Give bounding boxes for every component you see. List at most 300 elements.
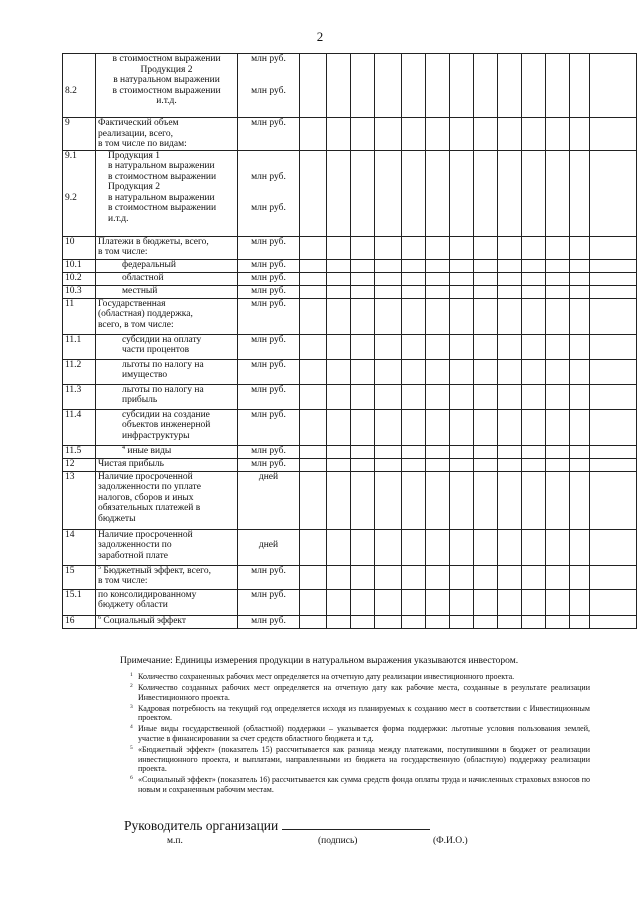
indicator-name-line: обязательных платежей в (98, 503, 201, 513)
row-number-line (65, 75, 93, 86)
indicator-name-line: налогов, сборов и иных (98, 492, 194, 503)
table-row (63, 589, 637, 615)
row-number-line (65, 172, 93, 183)
unit-line: млн руб. (251, 85, 286, 96)
value-cell (546, 236, 570, 259)
unit-line (240, 214, 297, 225)
value-cell (375, 409, 402, 445)
value-cell (498, 236, 522, 259)
unit-line (240, 161, 297, 172)
value-cell (498, 359, 522, 384)
footnote: 1 Количество сохраненных рабочих мест определяется на отчетную дату реализации инвестиционного проекта. (130, 672, 515, 681)
indicator-name-line: иные виды (127, 445, 172, 456)
indicator-name-line: задолженности по (98, 540, 172, 550)
unit-line: млн руб. (251, 458, 286, 469)
value-cell (351, 445, 375, 458)
value-cell (327, 615, 351, 628)
unit-line: дней (258, 540, 279, 550)
value-cell (375, 615, 402, 628)
table-row (63, 445, 637, 458)
value-cell (300, 285, 327, 298)
indicator-name-line: Наличие просроченной (98, 471, 193, 482)
value-cell (450, 272, 474, 285)
footnote-ref: 6 (98, 614, 101, 621)
value-cell (522, 334, 546, 359)
value-cell (300, 54, 327, 118)
value-cell (546, 150, 570, 236)
table-row (63, 384, 637, 409)
value-cell (402, 118, 426, 151)
signature-line (282, 818, 430, 830)
value-cell (522, 471, 546, 529)
value-cell (522, 458, 546, 471)
row-number (63, 471, 96, 529)
value-cell (570, 334, 590, 359)
row-number-line: 9.2 (65, 192, 77, 203)
indicator-name (96, 615, 238, 628)
value-cell (590, 285, 637, 298)
value-cell (450, 458, 474, 471)
value-cell (351, 334, 375, 359)
unit-cell (238, 565, 300, 589)
row-number (63, 359, 96, 384)
value-cell (474, 384, 498, 409)
table-row (63, 471, 637, 529)
value-cell (426, 54, 450, 118)
value-cell (498, 334, 522, 359)
value-cell (300, 409, 327, 445)
row-number-line: 13 (65, 471, 75, 482)
value-cell (300, 529, 327, 565)
value-cell (546, 565, 570, 589)
row-number (63, 458, 96, 471)
row-number (63, 589, 96, 615)
value-cell (351, 615, 375, 628)
indicator-name-line: в стоимостном выражении (108, 203, 217, 213)
value-cell (351, 236, 375, 259)
indicator-name-line: Социальный эффект (103, 615, 187, 626)
value-cell (327, 236, 351, 259)
table-row (63, 259, 637, 272)
value-cell (590, 272, 637, 285)
value-cell (498, 259, 522, 272)
value-cell (450, 334, 474, 359)
value-cell (375, 298, 402, 334)
value-cell (474, 150, 498, 236)
indicator-name-line: в натуральном выражении (108, 161, 215, 171)
value-cell (450, 359, 474, 384)
indicator-name (96, 118, 238, 151)
row-number (63, 529, 96, 565)
value-cell (570, 236, 590, 259)
row-number (63, 259, 96, 272)
value-cell (300, 589, 327, 615)
indicator-name-line: в стоимостном выражении (112, 54, 221, 64)
value-cell (351, 409, 375, 445)
value-cell (327, 384, 351, 409)
value-cell (590, 54, 637, 118)
value-cell (546, 285, 570, 298)
value-cell (351, 529, 375, 565)
row-number-line: 15.1 (65, 589, 82, 600)
sign-label: (подпись) (318, 836, 358, 846)
unit-line (240, 182, 297, 193)
indicator-name (96, 150, 238, 236)
value-cell (450, 565, 474, 589)
value-cell (522, 272, 546, 285)
value-cell (570, 259, 590, 272)
value-cell (570, 298, 590, 334)
value-cell (375, 384, 402, 409)
value-cell (402, 409, 426, 445)
unit-cell (238, 54, 300, 118)
indicator-name-line: в стоимостном выражении (112, 85, 221, 96)
indicator-name (96, 272, 238, 285)
unit-line: млн руб. (251, 54, 286, 64)
value-cell (590, 458, 637, 471)
value-cell (474, 471, 498, 529)
value-cell (474, 615, 498, 628)
value-cell (522, 259, 546, 272)
indicator-name-line: прибыль (122, 395, 158, 405)
value-cell (300, 384, 327, 409)
value-cell (474, 445, 498, 458)
unit-line (240, 65, 297, 76)
table-note: Примечание: Единицы измерения продукции в натуральном выражения указываются инвестором. (120, 656, 519, 666)
value-cell (546, 54, 570, 118)
value-cell (402, 359, 426, 384)
row-number-line: 11.1 (65, 334, 82, 345)
value-cell (522, 298, 546, 334)
value-cell (474, 285, 498, 298)
unit-line (240, 75, 297, 86)
value-cell (375, 118, 402, 151)
indicator-name-line: в том числе по видам: (98, 139, 187, 149)
table-row (63, 272, 637, 285)
indicator-name (96, 298, 238, 334)
unit-cell (238, 259, 300, 272)
table-row (63, 285, 637, 298)
value-cell (426, 529, 450, 565)
value-cell (375, 285, 402, 298)
indicator-name (96, 445, 238, 458)
value-cell (375, 272, 402, 285)
indicator-name-line: Государственная (98, 298, 166, 309)
row-number-line: 11.3 (65, 384, 82, 395)
value-cell (450, 615, 474, 628)
value-cell (426, 615, 450, 628)
value-cell (402, 285, 426, 298)
footnote: 5 «Бюджетный эффект» (показатель 15) рассчитывается как разница между платежами, поступившими в бюджет от реализации инвестиционного проекта, и выплатами, направленными из бюджета на государственную (областную) поддержку реализации проекта. (130, 745, 590, 774)
value-cell (300, 150, 327, 236)
table-row (63, 150, 637, 236)
value-cell (474, 409, 498, 445)
value-cell (426, 384, 450, 409)
value-cell (570, 118, 590, 151)
value-cell (450, 54, 474, 118)
row-number-line: 16 (65, 615, 75, 626)
indicator-name (96, 359, 238, 384)
value-cell (570, 529, 590, 565)
value-cell (426, 118, 450, 151)
indicator-name-line: Продукция 1 (108, 150, 160, 161)
unit-line: млн руб. (251, 203, 286, 213)
row-number-line: 12 (65, 458, 75, 469)
indicator-name-line: федеральный (122, 259, 176, 270)
footnotes (130, 672, 590, 796)
value-cell (300, 272, 327, 285)
row-number (63, 384, 96, 409)
footnote-text: Количество созданных рабочих мест определяется на отчетную дату как рабочие места, созданные в результате реализации Инвестиционного проекта. (138, 683, 590, 702)
row-number-line: 10.2 (65, 272, 82, 283)
indicator-name-line: Продукция 2 (108, 182, 160, 192)
indicator-name-line: по консолидированному (98, 589, 197, 600)
value-cell (498, 54, 522, 118)
signature-block (124, 818, 544, 834)
unit-cell (238, 615, 300, 628)
value-cell (327, 118, 351, 151)
indicator-name-line: Продукция 2 (140, 64, 193, 75)
value-cell (546, 384, 570, 409)
value-cell (570, 285, 590, 298)
unit-line: млн руб. (251, 384, 286, 395)
fio-label: (Ф.И.О.) (433, 836, 468, 846)
value-cell (300, 298, 327, 334)
value-cell (327, 298, 351, 334)
value-cell (522, 409, 546, 445)
footnote-text: Кадровая потребность на текущий год определяется исходя из планируемых к созданию мест в соответствии с Инвестиционным проектом. (138, 703, 590, 723)
page-number: 2 (316, 29, 324, 44)
unit-line: млн руб. (251, 298, 286, 309)
indicator-name-line: в том числе: (98, 247, 148, 257)
value-cell (590, 384, 637, 409)
value-cell (426, 565, 450, 589)
value-cell (375, 445, 402, 458)
value-cell (426, 334, 450, 359)
unit-line: млн руб. (251, 285, 286, 296)
value-cell (327, 272, 351, 285)
value-cell (546, 259, 570, 272)
value-cell (570, 384, 590, 409)
footnote-text: «Бюджетный эффект» (показатель 15) рассчитывается как разница между платежами, поступившими в бюджет от реализации инвестиционного проекта, и выплатами, направленными из бюджета на государственную (областную) поддержку реализации проекта. (138, 745, 590, 774)
value-cell (450, 589, 474, 615)
value-cell (402, 384, 426, 409)
row-number-line (65, 65, 93, 76)
unit-cell (238, 236, 300, 259)
indicator-name-line: в стоимостном выражении (108, 171, 217, 182)
value-cell (450, 471, 474, 529)
row-number (63, 445, 96, 458)
unit-line: дней (258, 471, 279, 482)
value-cell (327, 285, 351, 298)
value-cell (402, 565, 426, 589)
value-cell (327, 54, 351, 118)
value-cell (498, 384, 522, 409)
value-cell (498, 565, 522, 589)
indicator-name-line: инфраструктуры (122, 430, 190, 441)
value-cell (450, 150, 474, 236)
row-number (63, 285, 96, 298)
value-cell (402, 471, 426, 529)
value-cell (498, 615, 522, 628)
row-number-line (65, 54, 93, 65)
value-cell (300, 445, 327, 458)
value-cell (498, 118, 522, 151)
row-number (63, 565, 96, 589)
value-cell (375, 334, 402, 359)
indicator-name (96, 471, 238, 529)
value-cell (450, 445, 474, 458)
value-cell (300, 458, 327, 471)
value-cell (450, 285, 474, 298)
row-number (63, 272, 96, 285)
value-cell (590, 589, 637, 615)
unit-line: млн руб. (251, 118, 286, 128)
row-number-line: 9 (65, 118, 70, 128)
value-cell (426, 359, 450, 384)
indicator-name (96, 334, 238, 359)
table-row (63, 334, 637, 359)
value-cell (522, 285, 546, 298)
indicator-name-line: имущество (122, 370, 168, 380)
value-cell (426, 285, 450, 298)
value-cell (426, 589, 450, 615)
table-row (63, 236, 637, 259)
value-cell (546, 359, 570, 384)
value-cell (375, 471, 402, 529)
indicator-name-line: и.т.д. (156, 96, 177, 106)
value-cell (300, 236, 327, 259)
indicator-name (96, 565, 238, 589)
unit-line: млн руб. (251, 589, 286, 600)
value-cell (402, 259, 426, 272)
value-cell (300, 334, 327, 359)
value-cell (402, 236, 426, 259)
value-cell (498, 272, 522, 285)
value-cell (375, 54, 402, 118)
footnote: 3 Кадровая потребность на текущий год определяется исходя из планируемых к созданию мест в соответствии с Инвестиционным проектом. (130, 703, 590, 723)
row-number (63, 615, 96, 628)
value-cell (375, 236, 402, 259)
indicator-name-line: Платежи в бюджеты, всего, (98, 236, 209, 247)
unit-cell (238, 445, 300, 458)
unit-line (240, 151, 297, 162)
indicators-table (62, 53, 637, 629)
value-cell (351, 150, 375, 236)
value-cell (351, 259, 375, 272)
footnote: 6 «Социальный эффект» (показатель 16) рассчитывается как сумма средств фонда оплаты труда и начисленных страховых взносов по новым и сохраненным рабочим местам. (130, 775, 590, 795)
value-cell (546, 272, 570, 285)
value-cell (402, 589, 426, 615)
value-cell (546, 298, 570, 334)
value-cell (474, 54, 498, 118)
row-number-line (65, 182, 93, 193)
row-number-line: 11.2 (65, 359, 82, 370)
value-cell (402, 615, 426, 628)
value-cell (546, 409, 570, 445)
row-number-line: 14 (65, 529, 75, 540)
value-cell (522, 118, 546, 151)
value-cell (498, 409, 522, 445)
value-cell (327, 589, 351, 615)
value-cell (375, 458, 402, 471)
value-cell (351, 359, 375, 384)
value-cell (351, 298, 375, 334)
row-number-line (65, 107, 93, 118)
unit-line: млн руб. (251, 259, 286, 270)
value-cell (327, 334, 351, 359)
value-cell (570, 359, 590, 384)
row-number-line: 9.1 (65, 150, 77, 161)
indicator-name-line: в натуральном выражении (113, 75, 220, 85)
value-cell (426, 272, 450, 285)
value-cell (327, 445, 351, 458)
value-cell (590, 118, 637, 151)
value-cell (546, 458, 570, 471)
table-row (63, 409, 637, 445)
value-cell (546, 615, 570, 628)
value-cell (327, 259, 351, 272)
value-cell (327, 529, 351, 565)
value-cell (522, 565, 546, 589)
indicator-name-line: объектов инженерной (122, 420, 211, 430)
value-cell (426, 236, 450, 259)
table-row (63, 359, 637, 384)
value-cell (522, 589, 546, 615)
value-cell (450, 259, 474, 272)
row-number-line: 10.1 (65, 259, 82, 270)
indicator-name-line: в том числе: (98, 576, 148, 586)
row-number-line: 11.4 (65, 409, 82, 420)
value-cell (351, 54, 375, 118)
value-cell (570, 445, 590, 458)
value-cell (426, 471, 450, 529)
value-cell (474, 359, 498, 384)
value-cell (522, 236, 546, 259)
unit-line: млн руб. (251, 359, 286, 370)
value-cell (474, 565, 498, 589)
footnote: 4 Иные виды государственной (областной) поддержки – указывается форма поддержки: льготные условия пользования землей, участие в финансировании за счет средств областного бюджета и т.д. (130, 724, 590, 744)
value-cell (300, 359, 327, 384)
table-row (63, 54, 637, 118)
unit-line: млн руб. (251, 272, 286, 283)
value-cell (570, 54, 590, 118)
table-row (63, 565, 637, 589)
indicator-name (96, 285, 238, 298)
value-cell (498, 445, 522, 458)
value-cell (522, 359, 546, 384)
value-cell (351, 118, 375, 151)
value-cell (590, 565, 637, 589)
row-number (63, 150, 96, 236)
value-cell (546, 471, 570, 529)
unit-line: млн руб. (251, 615, 286, 626)
value-cell (498, 298, 522, 334)
value-cell (546, 334, 570, 359)
value-cell (570, 615, 590, 628)
value-cell (474, 458, 498, 471)
row-number-line: 10 (65, 236, 75, 247)
value-cell (590, 409, 637, 445)
value-cell (590, 334, 637, 359)
footnote-ref: 5 (98, 564, 101, 571)
value-cell (474, 298, 498, 334)
value-cell (474, 236, 498, 259)
value-cell (351, 565, 375, 589)
indicator-name-line: Наличие просроченной (98, 529, 193, 540)
unit-line (240, 530, 297, 541)
value-cell (570, 565, 590, 589)
